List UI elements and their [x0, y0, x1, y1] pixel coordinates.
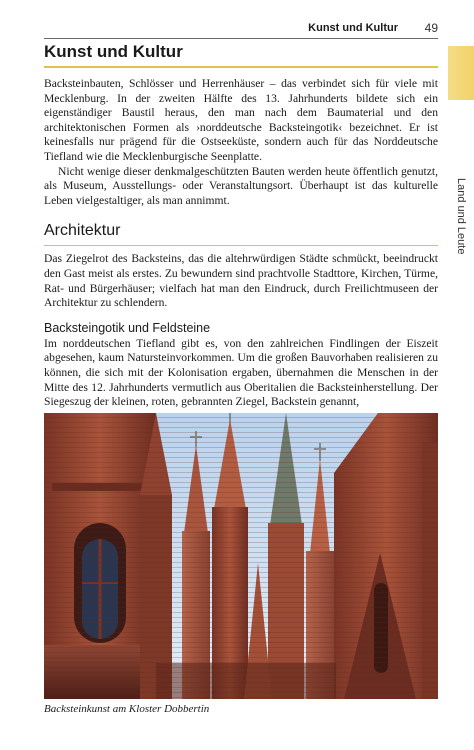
chapter-side-label: Land und Leute [455, 178, 467, 255]
subsection-title: Backsteingotik und Feldsteine [44, 320, 211, 335]
running-head [44, 22, 438, 39]
chapter-title-rule [44, 66, 438, 68]
chapter-thumb-tab [448, 46, 474, 100]
chapter-title: Kunst und Kultur [44, 42, 183, 61]
page-number: 49 [424, 21, 438, 35]
subsection-paragraph: Im norddeutschen Tiefland gibt es, von den zahlreichen Findlingen der Eiszeit abgesehen, kaum Natursteinvorkommen. Um die großen Bauvorhaben realisieren zu können, die sich mit der Kolonisation ergaben, übernahmen die Menschen in der Mitte des 12. Jahrhunderts vermutlich aus Oberitalien die Backsteinherstellung. Der Siegeszug der kleinen, roten, gebrannten Ziegel, Backstein genannt, [44, 336, 438, 409]
page-content [44, 40, 438, 410]
church-photo [44, 413, 438, 699]
running-head-section: Kunst und Kultur [308, 22, 398, 34]
chapter-paragraph-1: Backsteinbauten, Schlösser und Herrenhäuser – das verbindet sich für viele mit Mecklenburg. In der zweiten Hälfte des 13. Jahrhunderts bildete sich ein eigenständiger Baustil heraus, den man nach dem Baumaterial und den architektonischen Formen als ›norddeutsche Backsteingotik‹ bezeichnet. Er ist keinesfalls nur prägend für die Ostseeküste, sondern auch für das Norddeutsche Tiefland wie die Mecklenburgische Seenplatte. [44, 77, 438, 163]
chapter-paragraph-2: Nicht wenige dieser denkmalgeschützten Bauten werden heute öffentlich genutzt, als Museum, Ausstellungs- oder Veranstaltungsort. Überhaupt ist das kulturelle Leben vielgestaltiger, als man annimmt. [44, 164, 438, 207]
section-paragraph: Das Ziegelrot des Backsteins, das die altehrwürdigen Städte schmückt, beeindruckt den Gast meist als erstes. Zu bewundern sind prachtvolle Stadttore, Kirchen, Türme, Rat- und Bürgerhäuser; vielfach hat man den Eindruck, durch Freilichtmuseen der Architektur zu schlendern. [44, 252, 438, 310]
church-photo-illustration [44, 413, 438, 699]
photo-caption: Backsteinkunst am Kloster Dobbertin [44, 703, 210, 715]
section-title-rule [44, 245, 438, 246]
section-title: Architektur [44, 222, 121, 240]
